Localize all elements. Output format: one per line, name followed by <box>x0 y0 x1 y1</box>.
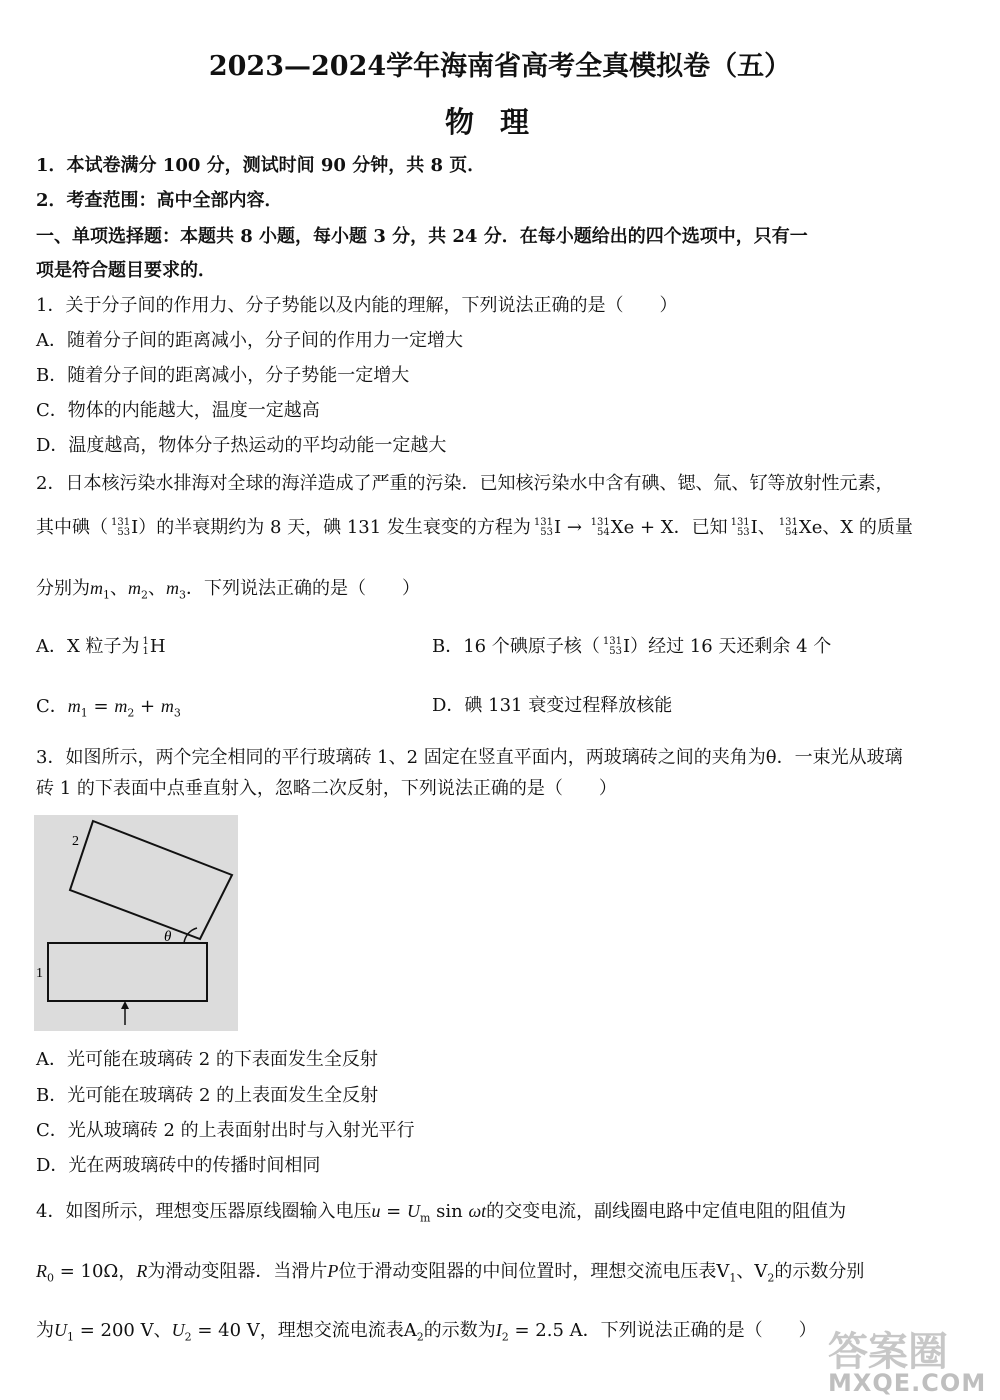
q1-option-b: B．随着分子间的距离减小，分子势能一定增大 <box>36 365 410 386</box>
section-1-heading: 一、单项选择题：本题共 8 小题，每小题 3 分，共 24 分．在每小题给出的四个选项中，只有一 <box>36 226 808 247</box>
q2-option-b: B．16 个碘原子核（ 131 53 I）经过 16 天还剩余 4 个 <box>432 636 832 657</box>
subject-title: 物理 <box>444 105 555 139</box>
q1-option-c: C．物体的内能越大，温度一定越高 <box>36 400 320 421</box>
q3-stem-line2: 砖 1 的下表面中点垂直射入，忽略二次反射，下列说法正确的是（ ） <box>36 778 617 799</box>
q1-stem: 1．关于分子间的作用力、分子势能以及内能的理解，下列说法正确的是（ ） <box>36 295 678 316</box>
glass-brick-1 <box>48 943 207 1001</box>
q4-stem-line3: 为$U_1 = 200$ V、$U_2 = 40$ V，理想交流电流表$A_2$的示数为$I_2 = 2.5$ A．下列说法正确的是（ ） <box>36 1320 817 1344</box>
exam-title: 2023—2024学年海南省高考全真模拟卷（五） <box>208 51 792 82</box>
q3-option-d: D．光在两玻璃砖中的传播时间相同 <box>36 1155 321 1176</box>
note-1: 1．本试卷满分 100 分，测试时间 90 分钟，共 8 页． <box>36 155 486 176</box>
watermark <box>808 1314 1000 1400</box>
q3-option-b: B．光可能在玻璃砖 2 的上表面发生全反射 <box>36 1085 379 1106</box>
q3-option-c: C．光从玻璃砖 2 的上表面射出时与入射光平行 <box>36 1120 415 1141</box>
q4-stem-line1: 4．如图所示，理想变压器原线圈输入电压$u = U_m$ sin ωt的交变电流，副线圈电路中定值电阻的阻值为 <box>36 1201 847 1225</box>
figure-label-1: 1 <box>36 966 43 981</box>
q3-option-a: A．光可能在玻璃砖 2 的下表面发生全反射 <box>36 1049 378 1070</box>
figure-label-theta: θ <box>164 929 172 945</box>
figure-label-2: 2 <box>72 834 79 849</box>
q2-option-d: D．碘 131 衰变过程释放核能 <box>432 695 673 716</box>
q2-stem-line2: 其中碘（ 131 53 I）的半衰期约为 8 天，碘 131 发生衰变的方程为 131 53 I → 131 54 Xe + X．已知 131 53 I、 131 54 Xe、X 的质量 <box>36 517 913 538</box>
section-1-heading-cont: 项是符合题目要求的． <box>36 260 216 281</box>
q3-stem-line1: 3．如图所示，两个完全相同的平行玻璃砖 1、2 固定在竖直平面内，两玻璃砖之间的夹角为θ．一束光从玻璃 <box>36 747 903 768</box>
q3-figure <box>34 815 238 1031</box>
nuclide-i131: 131 53 <box>111 517 131 538</box>
q1-option-d: D．温度越高，物体分子热运动的平均动能一定越大 <box>36 435 447 456</box>
q2-stem-line1: 2．日本核污染水排海对全球的海洋造成了严重的污染．已知核污染水中含有碘、锶、氚、钌等放射性元素， <box>36 473 894 494</box>
glass-brick-2 <box>70 821 232 939</box>
q4-stem-line2: $R_0 = 10\Omega$，R为滑动变阻器．当滑片P位于滑动变阻器的中间位置时，理想交流电压表$V_1$、$V_2$的示数分别 <box>36 1261 865 1285</box>
incident-ray-arrowhead <box>121 1001 129 1009</box>
q1-option-a: A．随着分子间的距离减小，分子间的作用力一定增大 <box>36 330 463 351</box>
watermark-logo: 答案圈 <box>828 1329 948 1375</box>
q2-stem-line3: 分别为$m_1$、$m_2$、$m_3$．下列说法正确的是（ ） <box>36 578 420 602</box>
q2-option-c: C．$m_1 = m_2 + m_3$ <box>36 696 181 720</box>
q2-option-a: A．X 粒子为 1 1 H <box>36 636 166 657</box>
note-2: 2．考查范围：高中全部内容． <box>36 190 283 211</box>
watermark-url: MXQE.COM <box>828 1369 987 1397</box>
